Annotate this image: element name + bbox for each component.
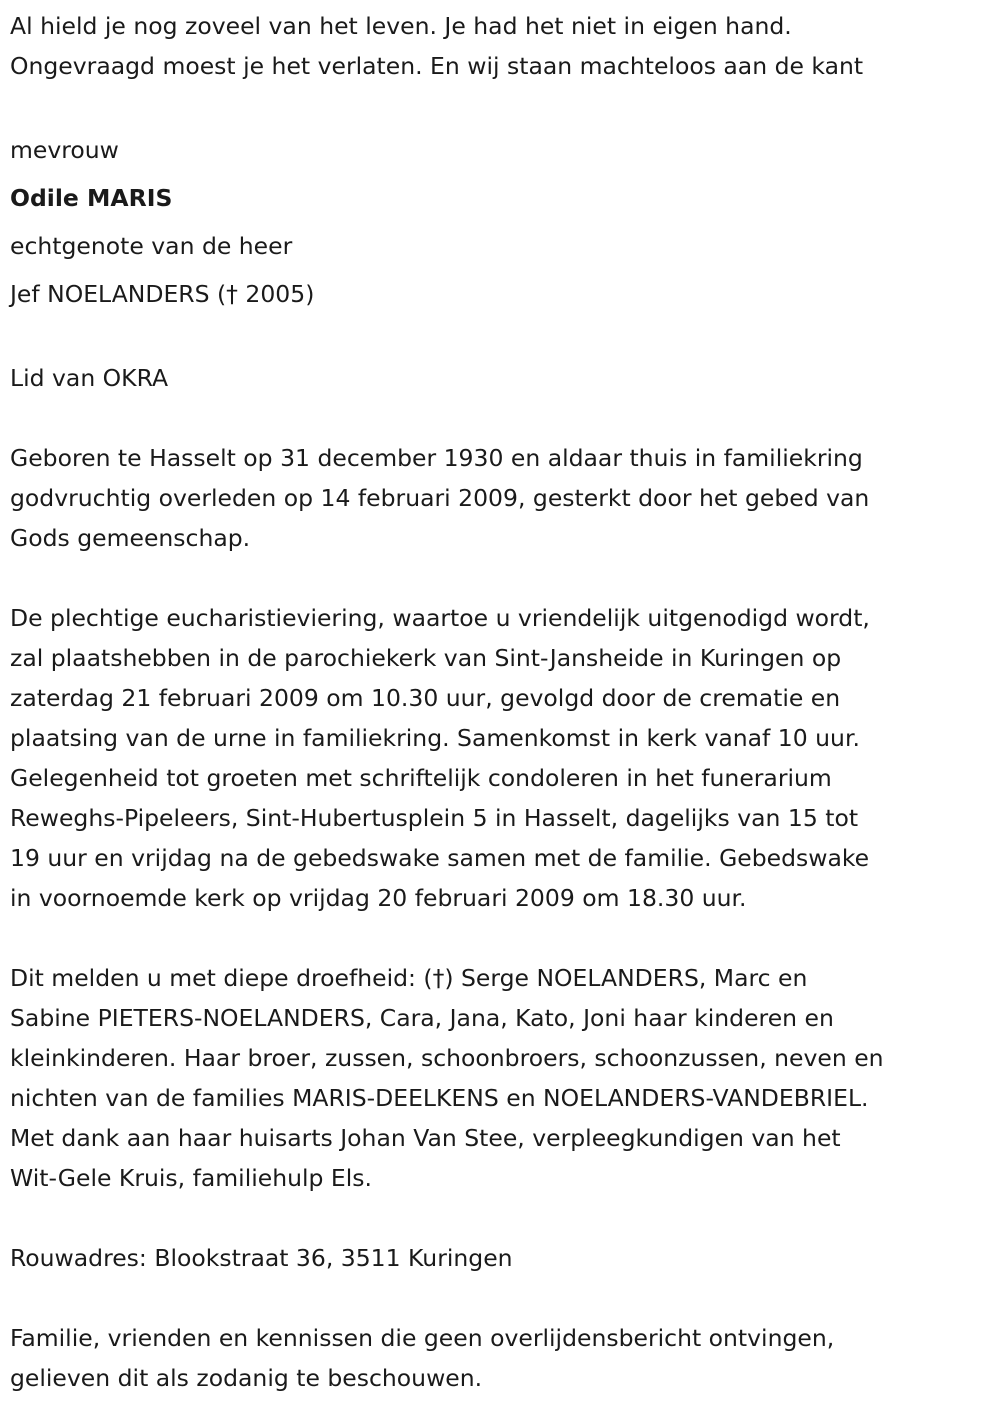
text-line: plaatsing van de urne in familiekring. Samenkomst in kerk vanaf 10 uur.	[10, 724, 860, 752]
person-relation: echtgenote van de heer	[10, 232, 293, 260]
text-line: Sabine PIETERS-NOELANDERS, Cara, Jana, Kato, Joni haar kinderen en	[10, 1004, 834, 1032]
text-line: Gods gemeenschap.	[10, 524, 251, 552]
text-line: 19 uur en vrijdag na de gebedswake samen met de familie. Gebedswake	[10, 844, 870, 872]
birth-death-paragraph	[10, 438, 1000, 558]
ceremony-paragraph	[10, 598, 1000, 918]
text-line: nichten van de families MARIS-DEELKENS en NOELANDERS-VANDEBRIEL.	[10, 1084, 869, 1112]
mourning-address: Rouwadres: Blookstraat 36, 3511 Kuringen	[10, 1244, 513, 1272]
membership: Lid van OKRA	[10, 364, 169, 392]
text-line: godvruchtig overleden op 14 februari 2009, gesterkt door het gebed van	[10, 484, 870, 512]
closing-paragraph	[10, 1318, 1000, 1398]
text-line: zaterdag 21 februari 2009 om 10.30 uur, gevolgd door de crematie en	[10, 684, 841, 712]
poem-line: Al hield je nog zoveel van het leven. Je had het niet in eigen hand.	[10, 12, 792, 40]
person-title: mevrouw	[10, 136, 119, 164]
person-block	[10, 126, 1000, 318]
text-line: De plechtige eucharistieviering, waartoe u vriendelijk uitgenodigd wordt,	[10, 604, 870, 632]
poem	[10, 6, 1000, 86]
text-line: Gelegenheid tot groeten met schriftelijk condoleren in het funerarium	[10, 764, 832, 792]
text-line: Familie, vrienden en kennissen die geen overlijdensbericht ontvingen,	[10, 1324, 835, 1352]
text-line: Met dank aan haar huisarts Johan Van Stee, verpleegkundigen van het	[10, 1124, 841, 1152]
text-line: zal plaatshebben in de parochiekerk van Sint-Jansheide in Kuringen op	[10, 644, 842, 672]
family-paragraph	[10, 958, 1000, 1198]
text-line: Wit-Gele Kruis, familiehulp Els.	[10, 1164, 373, 1192]
person-spouse: Jef NOELANDERS († 2005)	[10, 280, 315, 308]
text-line: Dit melden u met diepe droefheid: (†) Serge NOELANDERS, Marc en	[10, 964, 808, 992]
text-line: Geboren te Hasselt op 31 december 1930 en aldaar thuis in familiekring	[10, 444, 863, 472]
person-name: Odile MARIS	[10, 184, 173, 212]
text-line: kleinkinderen. Haar broer, zussen, schoonbroers, schoonzussen, neven en	[10, 1044, 884, 1072]
poem-line: Ongevraagd moest je het verlaten. En wij staan machteloos aan de kant	[10, 52, 864, 80]
text-line: gelieven dit als zodanig te beschouwen.	[10, 1364, 483, 1392]
text-line: Reweghs-Pipeleers, Sint-Hubertusplein 5 in Hasselt, dagelijks van 15 tot	[10, 804, 859, 832]
text-line: in voornoemde kerk op vrijdag 20 februari 2009 om 18.30 uur.	[10, 884, 747, 912]
